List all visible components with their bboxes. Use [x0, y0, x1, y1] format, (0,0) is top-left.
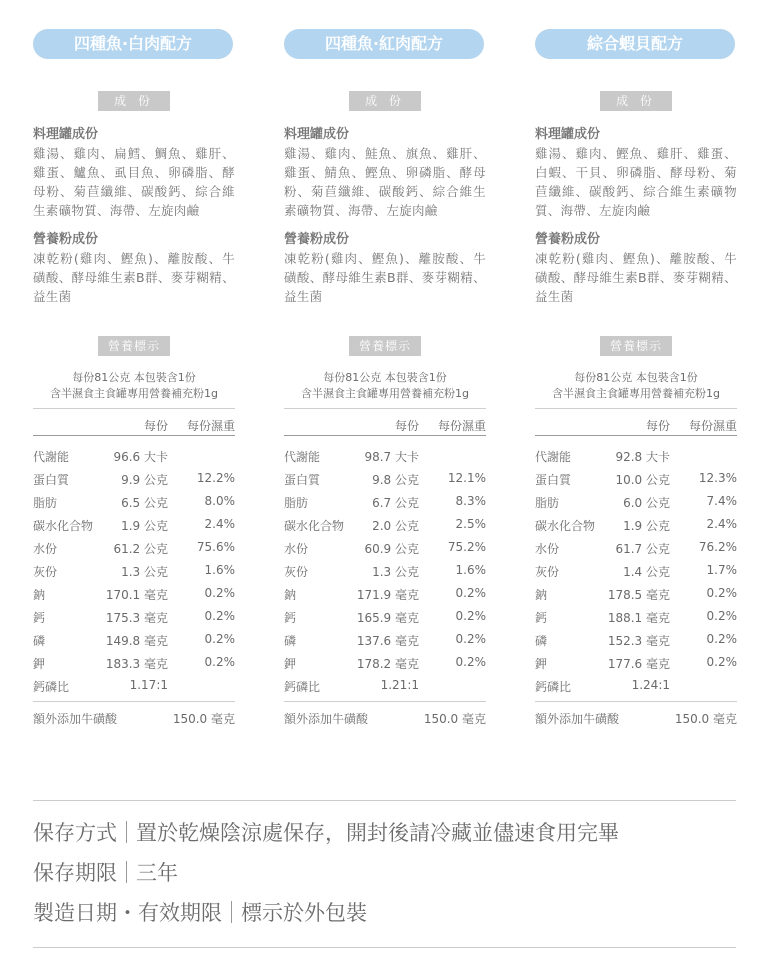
nutrient-percent: 7.4%: [706, 494, 737, 508]
table-row: [535, 444, 737, 467]
formula-column-white-fish: [33, 29, 235, 730]
nutrient-value: 152.3 毫克: [607, 634, 670, 648]
nutrient-name: 鈣: [284, 611, 297, 625]
separator-bar: [126, 861, 127, 883]
nutrient-percent: 2.4%: [706, 517, 737, 531]
ratio-value: 1.21:1: [380, 678, 419, 692]
nutrient-percent: 12.1%: [447, 471, 486, 485]
nutrient-value: 178.5 毫克: [607, 588, 670, 602]
can-ingredients-heading: 料理罐成份: [535, 127, 601, 142]
storage-period-label: 保存期限: [33, 861, 117, 885]
nutrient-percent: 0.2%: [706, 632, 737, 646]
table-row: [33, 582, 235, 605]
nutrient-value: 137.6 毫克: [356, 634, 419, 648]
nutrient-value: 1.3 公克: [372, 565, 419, 579]
nutrient-name: 鈣: [33, 611, 46, 625]
nutrient-name: 鈉: [284, 588, 297, 602]
nutrient-percent: 0.2%: [204, 632, 235, 646]
nutrient-value: 9.9 公克: [121, 473, 168, 487]
nutrient-name: 代謝能: [284, 450, 321, 464]
table-row: [33, 490, 235, 513]
nutrient-percent: 0.2%: [706, 609, 737, 623]
divider: [33, 800, 736, 801]
nutrient-value: 9.8 公克: [372, 473, 419, 487]
col-wet-weight: 每份濕重: [688, 419, 737, 433]
formula-title-pill: 四種魚·紅肉配方: [284, 29, 484, 59]
nutrient-value: 1.9 公克: [623, 519, 670, 533]
powder-ingredients-heading: 營養粉成份: [284, 232, 350, 247]
extra-name: 額外添加牛磺酸: [33, 712, 118, 726]
divider: [284, 408, 486, 409]
nutrient-name: 代謝能: [33, 450, 70, 464]
nutrient-percent: 8.3%: [455, 494, 486, 508]
extra-name: 額外添加牛磺酸: [284, 712, 369, 726]
nutrient-percent: 8.0%: [204, 494, 235, 508]
can-ingredients-text: 雞湯、雞肉、扁鱈、鯛魚、雞肝、雞蛋、鱸魚、虱目魚、卵磷脂、酵母粉、菊苣纖維、碳酸鈣、綜合維生素礦物質、海帶、左旋肉鹼: [33, 146, 235, 218]
nutrition-tag: 營養標示: [98, 336, 170, 356]
table-row: [284, 513, 486, 536]
nutrient-name: 灰份: [284, 565, 309, 579]
nutrient-name: 磷: [284, 634, 297, 648]
nutrient-name: 鉀: [284, 657, 297, 671]
nutrient-name: 脂肪: [535, 496, 560, 510]
nutrient-name: 碳水化合物: [284, 519, 345, 533]
nutrient-value: 1.4 公克: [623, 565, 670, 579]
nutrient-percent: 0.2%: [204, 586, 235, 600]
extra-value: 150.0 毫克: [423, 712, 486, 726]
storage-method-line: [33, 813, 736, 853]
nutrient-value: 6.7 公克: [372, 496, 419, 510]
formula-column-shrimp-shellfish: [535, 29, 737, 730]
extra-value: 150.0 毫克: [674, 712, 737, 726]
divider: [284, 435, 486, 436]
can-ingredients-text: 雞湯、雞肉、鰹魚、雞肝、雞蛋、白蝦、干貝、卵磷脂、酵母粉、菊苣纖維、碳酸鈣、綜合維生素礦物質、海帶、左旋肉鹼: [535, 146, 737, 218]
nutrient-value: 177.6 毫克: [607, 657, 670, 671]
table-row: [33, 559, 235, 582]
storage-period-value: 三年: [136, 861, 178, 885]
nutrition-rows: [33, 444, 235, 697]
ingredients-tag: 成 份: [98, 91, 170, 111]
ratio-name: 鈣磷比: [33, 680, 70, 694]
nutrient-value: 183.3 毫克: [105, 657, 168, 671]
ratio-value: 1.24:1: [631, 678, 670, 692]
table-row: [535, 582, 737, 605]
nutrient-name: 水份: [33, 542, 58, 556]
serving-info: [33, 370, 235, 402]
nutrient-percent: 0.2%: [204, 609, 235, 623]
nutrition-rows: [535, 444, 737, 697]
can-ingredients-heading: 料理罐成份: [284, 127, 350, 142]
extra-taurine-row: [33, 702, 235, 730]
nutrient-name: 磷: [535, 634, 548, 648]
nutrient-value: 6.5 公克: [121, 496, 168, 510]
date-label: 製造日期・有效期限: [33, 901, 222, 925]
nutrient-percent: 0.2%: [706, 586, 737, 600]
ratio-row: [535, 674, 737, 697]
table-row: [535, 628, 737, 651]
nutrient-name: 碳水化合物: [535, 519, 596, 533]
extra-name: 額外添加牛磺酸: [535, 712, 620, 726]
nutrient-percent: 12.3%: [698, 471, 737, 485]
table-row: [284, 490, 486, 513]
table-row: [535, 605, 737, 628]
nutrient-percent: 0.2%: [204, 655, 235, 669]
formula-title-pill: 四種魚·白肉配方: [33, 29, 233, 59]
nutrient-name: 脂肪: [33, 496, 58, 510]
nutrient-percent: 75.6%: [196, 540, 235, 554]
ratio-name: 鈣磷比: [535, 680, 572, 694]
nutrient-name: 水份: [284, 542, 309, 556]
nutrient-percent: 1.7%: [706, 563, 737, 577]
ingredients-tag: 成 份: [600, 91, 672, 111]
formula-columns: [33, 29, 736, 749]
serving-info: [284, 370, 486, 402]
powder-ingredients-text: 凍乾粉(雞肉、鰹魚)、離胺酸、牛磺酸、酵母維生素B群、麥芽糊精、益生菌: [535, 251, 737, 304]
nutrient-name: 代謝能: [535, 450, 572, 464]
ratio-name: 鈣磷比: [284, 680, 321, 694]
storage-method-value: 置於乾燥陰涼處保存，開封後請冷藏並儘速食用完畢: [136, 821, 619, 845]
table-row: [284, 559, 486, 582]
table-row: [535, 467, 737, 490]
nutrient-name: 灰份: [33, 565, 58, 579]
formula-title-pill: 綜合蝦貝配方: [535, 29, 735, 59]
nutrient-name: 脂肪: [284, 496, 309, 510]
storage-period-line: [33, 853, 736, 893]
serving-line-2: 含半濕食主食罐專用營養補充粉1g: [50, 387, 218, 400]
nutrient-value: 171.9 毫克: [356, 588, 419, 602]
nutrient-value: 165.9 毫克: [356, 611, 419, 625]
nutrient-name: 鉀: [535, 657, 548, 671]
nutrient-value: 92.8 大卡: [615, 450, 670, 464]
ratio-row: [33, 674, 235, 697]
nutrient-percent: 1.6%: [204, 563, 235, 577]
nutrient-value: 61.7 公克: [615, 542, 670, 556]
nutrient-percent: 0.2%: [455, 632, 486, 646]
nutrient-value: 61.2 公克: [113, 542, 168, 556]
serving-line-1: 每份81公克 本包裝含1份: [72, 371, 196, 384]
separator-bar: [231, 901, 232, 923]
nutrient-name: 蛋白質: [284, 473, 321, 487]
date-value: 標示於外包裝: [241, 901, 367, 925]
table-row: [284, 651, 486, 674]
nutrition-tag: 營養標示: [349, 336, 421, 356]
extra-value: 150.0 毫克: [172, 712, 235, 726]
ingredients-tag: 成 份: [349, 91, 421, 111]
table-row: [284, 582, 486, 605]
can-ingredients-text: 雞湯、雞肉、鮭魚、旗魚、雞肝、雞蛋、鯖魚、鰹魚、卵磷脂、酵母粉、菊苣纖維、碳酸鈣、綜合維生素礦物質、海帶、左旋肉鹼: [284, 146, 486, 218]
nutrient-value: 60.9 公克: [364, 542, 419, 556]
nutrient-value: 188.1 毫克: [607, 611, 670, 625]
nutrient-name: 鈉: [33, 588, 46, 602]
nutrient-value: 96.6 大卡: [113, 450, 168, 464]
nutrient-name: 碳水化合物: [33, 519, 94, 533]
nutrient-name: 鉀: [33, 657, 46, 671]
ratio-value: 1.17:1: [129, 678, 168, 692]
table-row: [535, 651, 737, 674]
ratio-row: [284, 674, 486, 697]
nutrient-name: 鈣: [535, 611, 548, 625]
nutrient-percent: 0.2%: [455, 586, 486, 600]
table-row: [33, 513, 235, 536]
divider: [33, 435, 235, 436]
nutrient-name: 磷: [33, 634, 46, 648]
table-row: [33, 444, 235, 467]
nutrient-value: 98.7 大卡: [364, 450, 419, 464]
nutrient-value: 178.2 毫克: [356, 657, 419, 671]
table-row: [284, 536, 486, 559]
table-row: [33, 605, 235, 628]
nutrient-value: 170.1 毫克: [105, 588, 168, 602]
table-row: [535, 513, 737, 536]
serving-line-2: 含半濕食主食罐專用營養補充粉1g: [552, 387, 720, 400]
nutrient-value: 175.3 毫克: [105, 611, 168, 625]
nutrient-percent: 76.2%: [698, 540, 737, 554]
nutrient-percent: 0.2%: [455, 655, 486, 669]
divider: [535, 408, 737, 409]
nutrient-percent: 12.2%: [196, 471, 235, 485]
storage-info: [33, 800, 736, 948]
col-wet-weight: 每份濕重: [437, 419, 486, 433]
serving-line-1: 每份81公克 本包裝含1份: [574, 371, 698, 384]
serving-line-1: 每份81公克 本包裝含1份: [323, 371, 447, 384]
nutrient-value: 1.3 公克: [121, 565, 168, 579]
table-row: [284, 628, 486, 651]
nutrient-name: 鈉: [535, 588, 548, 602]
divider: [33, 408, 235, 409]
table-row: [284, 467, 486, 490]
table-row: [284, 605, 486, 628]
col-per-serving: 每份: [394, 419, 419, 433]
nutrient-value: 10.0 公克: [615, 473, 670, 487]
col-per-serving: 每份: [645, 419, 670, 433]
nutrient-value: 1.9 公克: [121, 519, 168, 533]
divider: [535, 435, 737, 436]
col-wet-weight: 每份濕重: [186, 419, 235, 433]
nutrient-value: 6.0 公克: [623, 496, 670, 510]
nutrition-header: [33, 413, 235, 435]
table-row: [33, 536, 235, 559]
separator-bar: [126, 821, 127, 843]
extra-taurine-row: [535, 702, 737, 730]
table-row: [535, 490, 737, 513]
nutrient-percent: 0.2%: [455, 609, 486, 623]
storage-method-label: 保存方式: [33, 821, 117, 845]
nutrient-name: 水份: [535, 542, 560, 556]
nutrition-header: [284, 413, 486, 435]
nutrient-name: 灰份: [535, 565, 560, 579]
powder-ingredients-text: 凍乾粉(雞肉、鰹魚)、離胺酸、牛磺酸、酵母維生素B群、麥芽糊精、益生菌: [33, 251, 235, 304]
table-row: [33, 651, 235, 674]
table-row: [33, 467, 235, 490]
table-row: [33, 628, 235, 651]
table-row: [535, 559, 737, 582]
powder-ingredients-text: 凍乾粉(雞肉、鰹魚)、離胺酸、牛磺酸、酵母維生素B群、麥芽糊精、益生菌: [284, 251, 486, 304]
nutrition-header: [535, 413, 737, 435]
nutrient-value: 2.0 公克: [372, 519, 419, 533]
powder-ingredients-heading: 營養粉成份: [33, 232, 99, 247]
nutrient-name: 蛋白質: [535, 473, 572, 487]
nutrient-percent: 1.6%: [455, 563, 486, 577]
nutrition-tag: 營養標示: [600, 336, 672, 356]
nutrient-percent: 75.2%: [447, 540, 486, 554]
formula-column-red-fish: [284, 29, 486, 730]
nutrient-percent: 2.4%: [204, 517, 235, 531]
nutrition-rows: [284, 444, 486, 697]
serving-line-2: 含半濕食主食罐專用營養補充粉1g: [301, 387, 469, 400]
nutrient-value: 149.8 毫克: [105, 634, 168, 648]
extra-taurine-row: [284, 702, 486, 730]
table-row: [284, 444, 486, 467]
date-line: [33, 893, 736, 933]
col-per-serving: 每份: [143, 419, 168, 433]
serving-info: [535, 370, 737, 402]
table-row: [535, 536, 737, 559]
nutrient-percent: 2.5%: [455, 517, 486, 531]
divider: [33, 947, 736, 948]
powder-ingredients-heading: 營養粉成份: [535, 232, 601, 247]
nutrient-name: 蛋白質: [33, 473, 70, 487]
can-ingredients-heading: 料理罐成份: [33, 127, 99, 142]
nutrient-percent: 0.2%: [706, 655, 737, 669]
